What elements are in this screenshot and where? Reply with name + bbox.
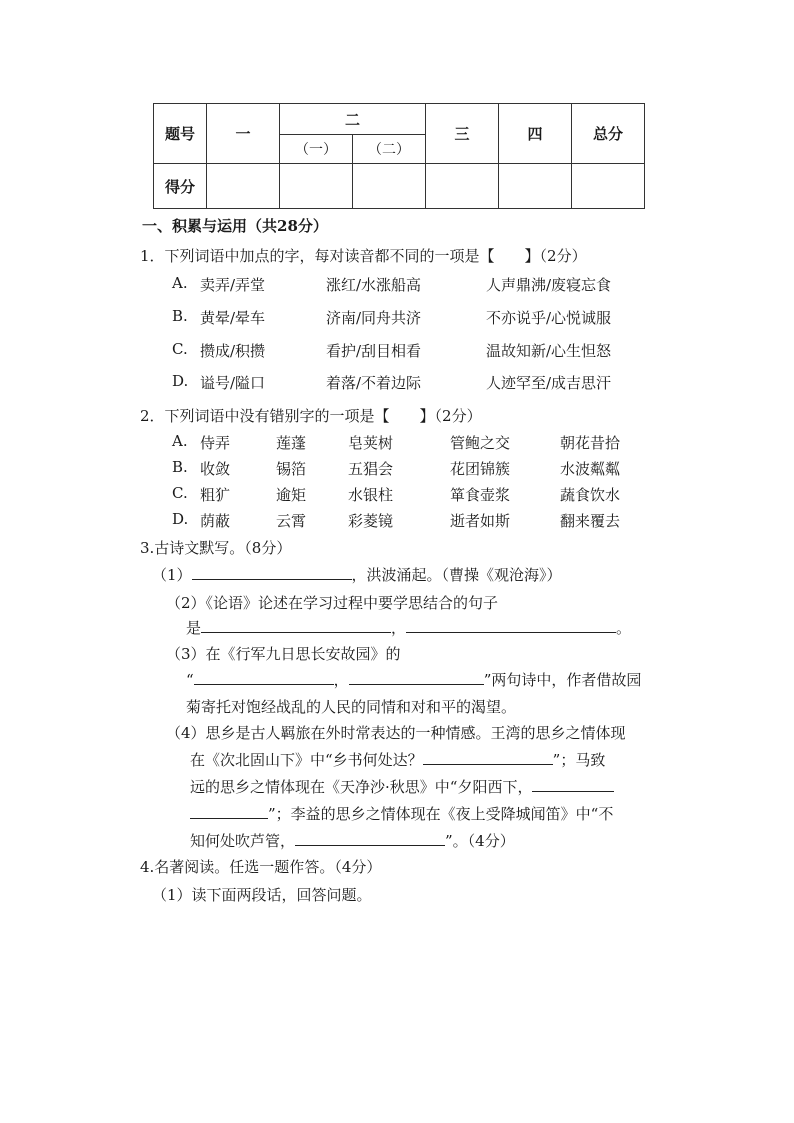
option-word: 卖弄/弄堂 (200, 276, 266, 294)
option-word: 谥号/隘口 (200, 374, 266, 392)
option-word: 花团锦簇 (450, 460, 511, 478)
answer-blank[interactable] (194, 669, 334, 685)
option-word: 翻来覆去 (560, 512, 621, 530)
option-word: 彩菱镜 (348, 512, 394, 530)
option-label: C. (172, 340, 188, 358)
q3-part-4-line-1: （4）思乡是古人羁旅在外时常表达的一种情感。王湾的思乡之情体现 (166, 724, 626, 742)
answer-blank[interactable] (532, 776, 614, 792)
q3-part-3-line-2 (186, 669, 641, 690)
q3-part-4-line-5 (190, 830, 515, 851)
part-text: 是 (186, 619, 202, 637)
header-part-2: 二 (280, 104, 426, 135)
part-number: （1） (152, 566, 192, 584)
option-word: 济南/同舟共济 (326, 309, 422, 327)
section-1-title: 一、积累与运用（共28分） (142, 217, 328, 235)
header-total: 总分 (572, 104, 645, 164)
score-cell-4[interactable] (499, 164, 572, 209)
option-word: 温故知新/心生怛怒 (486, 342, 612, 360)
score-cell-total[interactable] (572, 164, 645, 209)
score-cell-2b[interactable] (353, 164, 426, 209)
part-text: ，洪波涌起。（曹操《观沧海》） (351, 566, 562, 584)
option-word: 着落/不着边际 (326, 374, 422, 392)
answer-blank[interactable] (349, 669, 484, 685)
option-label: C. (172, 484, 188, 502)
part-text: 知何处吹芦管， (190, 832, 296, 850)
q3-part-2-line-1: （2）《论语》论述在学习过程中要学思结合的句子 (166, 594, 499, 612)
part-text: ”；李益的思乡之情体现在《夜上受降城闻笛》中“不 (268, 805, 614, 823)
option-label: B. (172, 307, 188, 325)
option-label: B. (172, 458, 188, 476)
part-text: 。 (616, 619, 632, 637)
option-word: 蔬食饮水 (560, 486, 621, 504)
header-part-1: 一 (207, 104, 280, 164)
q3-part-2-line-2 (186, 617, 631, 638)
q3-part-4-line-3 (190, 776, 614, 797)
part-text: ， (391, 619, 407, 637)
q2-stem: 2．下列词语中没有错别字的一项是【 】（2分） (140, 407, 482, 425)
option-word: 莲蓬 (276, 434, 307, 452)
option-word: 收敛 (200, 460, 231, 478)
answer-blank[interactable] (192, 564, 352, 580)
option-word: 看护/刮目相看 (326, 342, 422, 360)
q4-part-1: （1）读下面两段话，回答问题。 (152, 886, 372, 904)
header-part-3: 三 (426, 104, 499, 164)
option-word: 黄晕/晕车 (200, 309, 266, 327)
option-word: 皂荚树 (348, 434, 394, 452)
part-text: ”；马致 (552, 751, 606, 769)
option-word: 水银柱 (348, 486, 394, 504)
answer-blank[interactable] (423, 749, 553, 765)
option-label: A. (172, 274, 188, 292)
option-word: 朝花昔拾 (560, 434, 621, 452)
q3-part-4-line-2 (190, 749, 605, 770)
option-word: 逝者如斯 (450, 512, 511, 530)
q3-part-4-line-4 (190, 803, 613, 824)
score-cell-1[interactable] (207, 164, 280, 209)
row-score-label: 得分 (154, 164, 207, 209)
answer-blank[interactable] (295, 830, 445, 846)
option-word: 不亦说乎/心悦诚服 (486, 309, 612, 327)
option-word: 粗犷 (200, 486, 231, 504)
option-word: 云霄 (276, 512, 307, 530)
q3-part-3-line-1: （3）在《行军九日思长安故园》的 (166, 645, 401, 663)
answer-blank[interactable] (190, 803, 268, 819)
header-part-4: 四 (499, 104, 572, 164)
option-word: 水波粼粼 (560, 460, 621, 478)
q1-stem: 1．下列词语中加点的字，每对读音都不同的一项是【 】（2分） (140, 247, 587, 265)
score-cell-2a[interactable] (280, 164, 353, 209)
option-word: 五猖会 (348, 460, 394, 478)
option-label: D. (172, 510, 189, 528)
option-word: 逾矩 (276, 486, 307, 504)
score-cell-3[interactable] (426, 164, 499, 209)
option-word: 管鲍之交 (450, 434, 511, 452)
q3-stem: 3.古诗文默写。（8分） (140, 539, 292, 557)
part-text: 在《次北固山下》中“乡书何处达？ (190, 751, 423, 769)
header-part-2a: （一） (280, 135, 353, 164)
part-text: ”。（4分） (445, 832, 515, 850)
part-text: ”两句诗中，作者借故园 (483, 671, 642, 689)
option-word: 人迹罕至/成吉思汗 (486, 374, 612, 392)
option-word: 荫蔽 (200, 512, 231, 530)
header-part-2b: （二） (353, 135, 426, 164)
score-table (153, 103, 645, 209)
option-word: 涨红/水涨船高 (326, 276, 422, 294)
q4-stem: 4.名著阅读。任选一题作答。（4分） (140, 858, 382, 876)
option-word: 侍弄 (200, 434, 231, 452)
option-word: 攒成/积攒 (200, 342, 266, 360)
header-tihao: 题号 (154, 104, 207, 164)
q3-part-1 (152, 564, 562, 585)
answer-blank[interactable] (406, 617, 616, 633)
option-word: 人声鼎沸/废寝忘食 (486, 276, 612, 294)
part-text: 远的思乡之情体现在《天净沙·秋思》中“夕阳西下， (190, 778, 533, 796)
option-word: 锡箔 (276, 460, 307, 478)
option-label: D. (172, 372, 189, 390)
option-label: A. (172, 432, 188, 450)
answer-blank[interactable] (201, 617, 391, 633)
part-text: “ (186, 671, 194, 689)
option-word: 箪食壶浆 (450, 486, 511, 504)
q3-part-3-line-3: 菊寄托对饱经战乱的人民的同情和对和平的渴望。 (186, 698, 517, 716)
part-text: ， (333, 671, 349, 689)
